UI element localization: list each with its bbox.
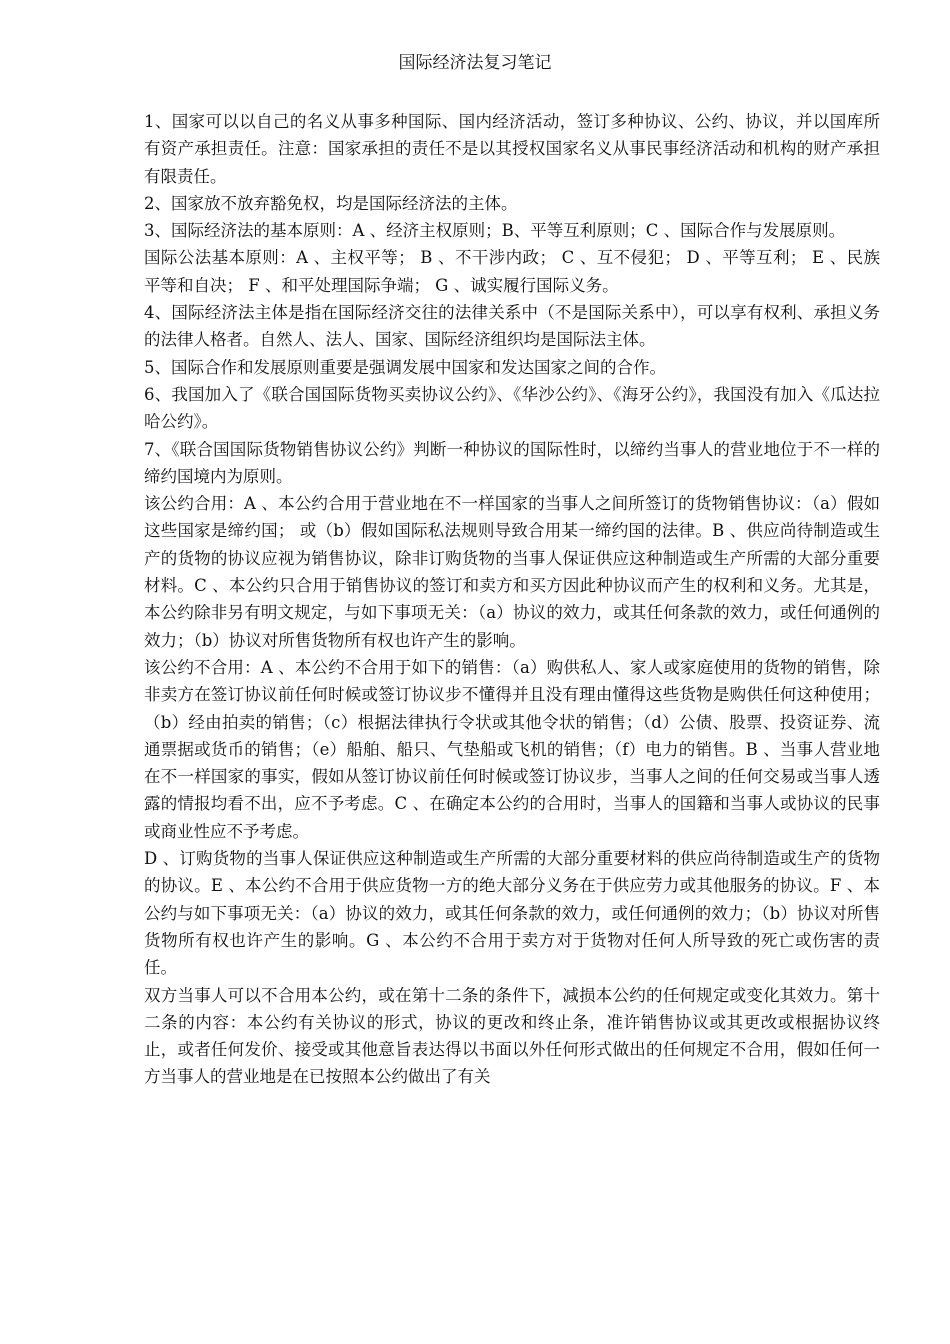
document-title: 国际经济法复习笔记 <box>398 53 552 73</box>
paragraph-11: D 、订购货物的当事人保证供应这种制造或生产所需的大部分重要材料的供应尚待制造或生产的货物的协议。E 、本公约不合用于供应货物一方的绝大部分义务在于供应劳力或其他服务的协议。F 、本公约与如下事项无关：（a）协议的效力，或其任何条款的效力，或任何通例的效力；（b）协议对所售货物所有权也许产生的影响。G 、本公约不合用于卖方对于货物对任何人所导致的死亡或伤害的责任。 <box>144 849 880 978</box>
paragraph-4: 国际公法基本原则：A 、主权平等； B 、不干涉内政； C 、互不侵犯； D 、平等互利； E 、民族平等和自决； F 、和平处理国际争端； G 、诚实履行国际义务。 <box>144 248 880 295</box>
paragraph-8: 7、《联合国国际货物销售协议公约》判断一种协议的国际性时，以缔约当事人的营业地位于不一样的缔约国境内为原则。 <box>144 439 880 486</box>
document-body <box>144 108 880 1091</box>
paragraph-6: 5、国际合作和发展原则重要是强调发展中国家和发达国家之间的合作。 <box>144 357 666 377</box>
paragraph-3: 3、国际经济法的基本原则：A 、经济主权原则；B、平等互利原则；C 、国际合作与发展原则。 <box>144 221 846 241</box>
paragraph-9: 该公约合用：A 、本公约合用于营业地在不一样国家的当事人之间所签订的货物销售协议：（a）假如这些国家是缔约国； 或（b）假如国际私法规则导致合用某一缔约国的法律。B 、供应尚待制造或生产的货物的协议应视为销售协议，除非订购货物的当事人保证供应这种制造或生产所需的大部分重要材料。C 、本公约只合用于销售协议的签订和卖方和买方因此种协议而产生的权利和义务。尤其是，本公约除非另有明文规定，与如下事项无关：（a）协议的效力，或其任何条款的效力，或任何通例的效力；（b）协议对所售货物所有权也许产生的影响。 <box>144 494 880 650</box>
paragraph-10: 该公约不合用：A 、本公约不合用于如下的销售：（a）购供私人、家人或家庭使用的货物的销售，除非卖方在签订协议前任何时候或签订协议步不懂得并且没有理由懂得这些货物是购供任何这种使用；（b）经由拍卖的销售；（c）根据法律执行令状或其他令状的销售；（d）公债、股票、投资证券、流通票据或货币的销售；（e）船舶、船只、气垫船或飞机的销售；（f）电力的销售。B 、当事人营业地在不一样国家的事实，假如从签订协议前任何时候或签订协议步，当事人之间的任何交易或当事人透露的情报均看不出，应不予考虑。C 、在确定本公约的合用时，当事人的国籍和当事人或协议的民事或商业性应不予考虑。 <box>144 657 880 841</box>
paragraph-1: 1、国家可以以自己的名义从事多种国际、国内经济活动，签订多种协议、公约、协议，并以国库所有资产承担责任。注意：国家承担的责任不是以其授权国家名义从事民事经济活动和机构的财产承担有限责任。 <box>144 112 880 186</box>
paragraph-5: 4、国际经济法主体是指在国际经济交往的法律关系中（不是国际关系中），可以享有权利、承担义务的法律人格者。自然人、法人、国家、国际经济组织均是国际法主体。 <box>144 303 880 350</box>
paragraph-12: 双方当事人可以不合用本公约，或在第十二条的条件下，减损本公约的任何规定或变化其效力。第十二条的内容：本公约有关协议的形式，协议的更改和终止条，准许销售协议或其更改或根据协议终止，或者任何发价、接受或其他意旨表达得以书面以外任何形式做出的任何规定不合用，假如任何一方当事人的营业地是在已按照本公约做出了有关 <box>144 985 880 1087</box>
paragraph-7: 6、我国加入了《联合国国际货物买卖协议公约》、《华沙公约》、《海牙公约》，我国没有加入《瓜达拉哈公约》。 <box>144 384 880 432</box>
paragraph-2: 2、国家放不放弃豁免权，均是国际经济法的主体。 <box>144 193 518 213</box>
